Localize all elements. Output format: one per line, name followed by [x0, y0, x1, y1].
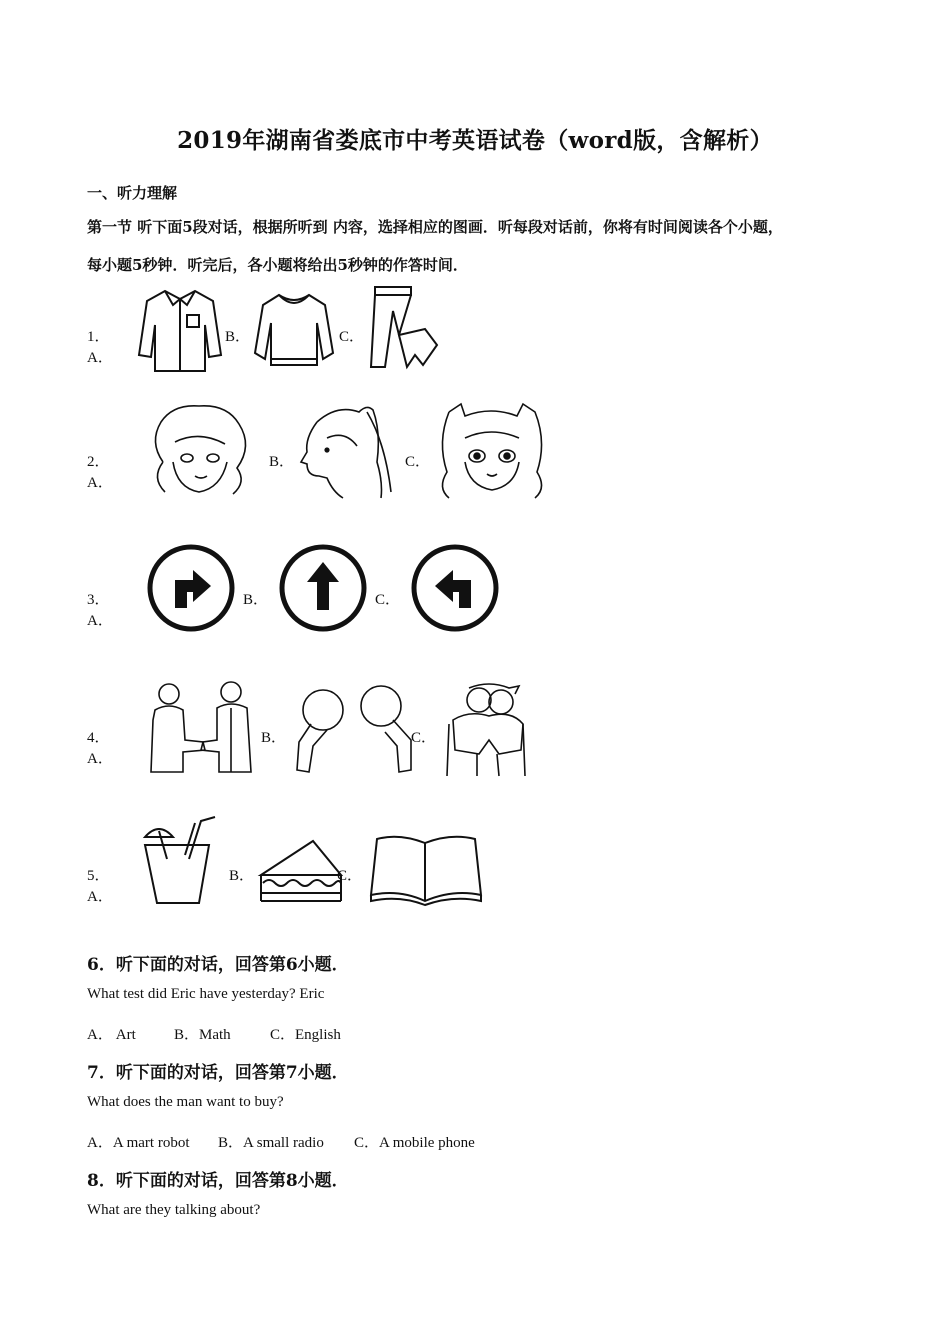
option-c-label: C．	[337, 868, 363, 884]
question-5-label: 5．A．	[87, 868, 113, 905]
hug-icon	[439, 680, 529, 778]
sandwich-icon	[257, 835, 345, 907]
turn-left-sign-icon	[409, 540, 501, 636]
option-b-label: B．	[225, 329, 251, 345]
question-3-label: 3．A．	[87, 592, 113, 629]
sweater-icon	[253, 289, 335, 371]
turn-right-sign-icon	[145, 540, 237, 636]
option-b: B．A small radio	[218, 1135, 324, 1151]
book-icon	[369, 831, 483, 907]
option-a: A． Art	[87, 1027, 136, 1043]
question-6-text: What test did Eric have yesterday? Eric	[87, 986, 325, 1002]
question-8-text: What are they talking about?	[87, 1202, 261, 1218]
section-heading: 一、听力理解	[87, 184, 178, 202]
page-title: 2019年湖南省娄底市中考英语试卷（word版，含解析）	[177, 127, 773, 154]
question-7-text: What does the man want to buy?	[87, 1094, 284, 1110]
ponytail-girl-icon	[297, 402, 397, 500]
option-b-label: B．	[269, 454, 295, 470]
instructions-line-1: 第一节 听下面5段对话，根据所听到 内容，选择相应的图画．听每段对话前，你将有时间阅读各个小题，	[87, 218, 783, 236]
long-hair-girl-icon	[435, 402, 549, 500]
option-a: A．A mart robot	[87, 1135, 190, 1151]
option-c: C．A mobile phone	[354, 1135, 475, 1151]
option-c-label: C．	[339, 329, 365, 345]
question-4-label: 4．A．	[87, 730, 113, 767]
option-b: B．Math	[174, 1027, 231, 1043]
waving-icon	[293, 680, 425, 776]
handshake-icon	[143, 680, 261, 776]
option-c-label: C．	[411, 730, 437, 746]
curly-hair-girl-icon	[143, 402, 255, 500]
trousers-icon	[367, 285, 443, 371]
question-8-heading: 8．听下面的对话，回答第8小题．	[87, 1171, 349, 1191]
go-straight-sign-icon	[277, 540, 369, 636]
option-c-label: C．	[375, 592, 401, 608]
drink-icon	[139, 815, 219, 907]
question-1-label: 1．A．	[87, 329, 113, 366]
option-b-label: B．	[261, 730, 287, 746]
question-6-heading: 6．听下面的对话，回答第6小题．	[87, 955, 349, 975]
question-2-label: 2．A．	[87, 454, 113, 491]
shirt-icon	[137, 285, 223, 375]
instructions-line-2: 每小题5秒钟．听完后，各小题将给出5秒钟的作答时间．	[87, 256, 468, 274]
option-c: C．English	[270, 1027, 341, 1043]
option-c-label: C．	[405, 454, 431, 470]
option-b-label: B．	[229, 868, 255, 884]
question-7-heading: 7．听下面的对话，回答第7小题．	[87, 1063, 349, 1083]
option-b-label: B．	[243, 592, 269, 608]
